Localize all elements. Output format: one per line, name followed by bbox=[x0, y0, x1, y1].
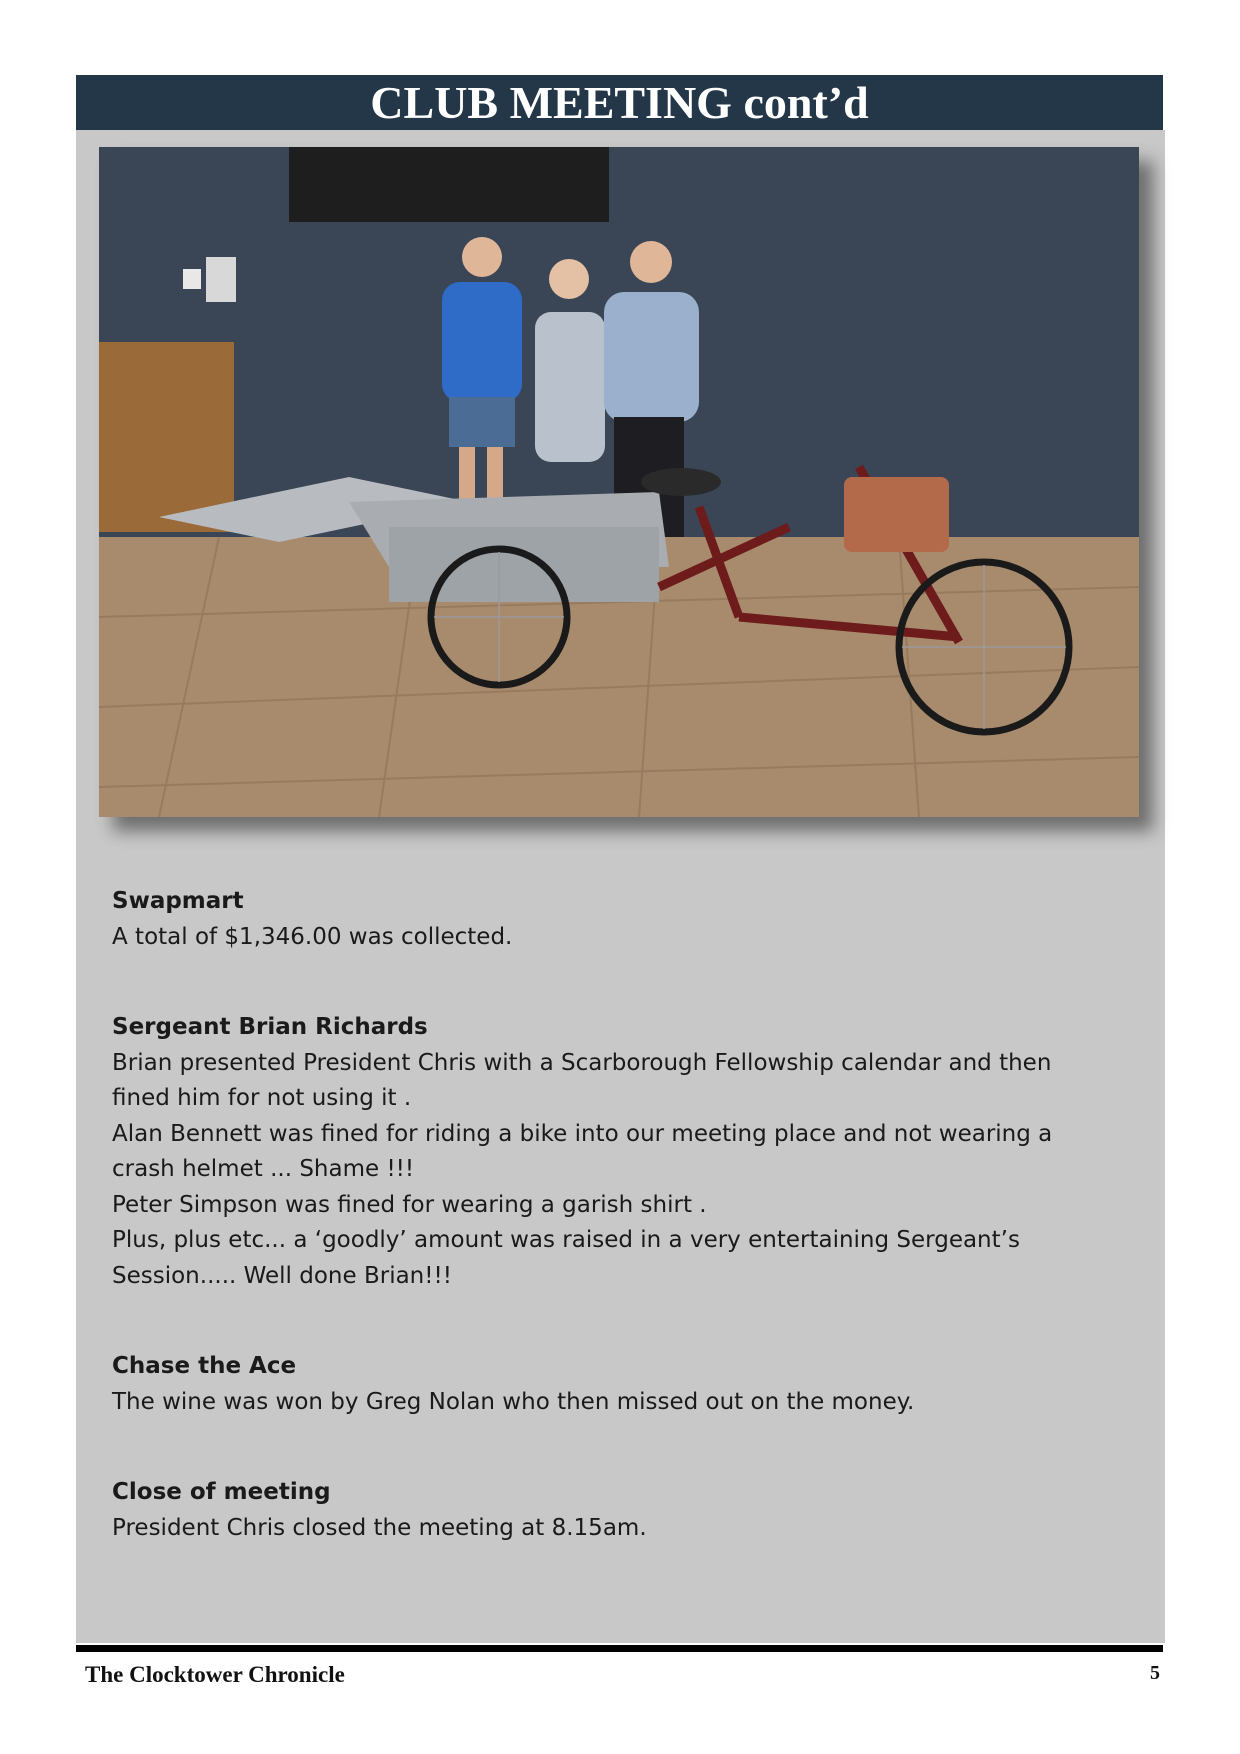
sergeant-line: Alan Bennett was fined for riding a bike into our meeting place and not wearing a crash helmet ... Shame !!! bbox=[112, 1120, 1053, 1182]
chase-the-ace-section bbox=[112, 1349, 1112, 1420]
sergeant-line: Peter Simpson was fined for wearing a garish shirt . bbox=[112, 1191, 707, 1218]
footer-divider bbox=[76, 1645, 1163, 1652]
sergeant-section bbox=[112, 1010, 1112, 1294]
page-number: 5 bbox=[1150, 1662, 1160, 1684]
page-title: CLUB MEETING cont’d bbox=[76, 75, 1163, 130]
swapmart-section bbox=[112, 884, 1112, 955]
chase-the-ace-heading: Chase the Ace bbox=[112, 1353, 297, 1379]
close-of-meeting-text: President Chris closed the meeting at 8.15am. bbox=[112, 1514, 647, 1541]
close-of-meeting-section bbox=[112, 1475, 1112, 1546]
swapmart-text: A total of $1,346.00 was collected. bbox=[112, 923, 513, 950]
sergeant-heading: Sergeant Brian Richards bbox=[112, 1014, 428, 1040]
meeting-photo bbox=[99, 147, 1139, 817]
chase-the-ace-text: The wine was won by Greg Nolan who then missed out on the money. bbox=[112, 1388, 915, 1415]
sergeant-line: Plus, plus etc... a ‘goodly’ amount was raised in a very entertaining Sergeant’s Session..... Well done Brian!!! bbox=[112, 1227, 1020, 1289]
photo-icon bbox=[99, 147, 1139, 817]
article-body bbox=[112, 884, 1112, 1546]
sergeant-line: Brian presented President Chris with a Scarborough Fellowship calendar and then fined him for not using it . bbox=[112, 1049, 1052, 1111]
swapmart-heading: Swapmart bbox=[112, 888, 244, 914]
close-of-meeting-heading: Close of meeting bbox=[112, 1479, 331, 1505]
publication-name: The Clocktower Chronicle bbox=[85, 1662, 345, 1687]
